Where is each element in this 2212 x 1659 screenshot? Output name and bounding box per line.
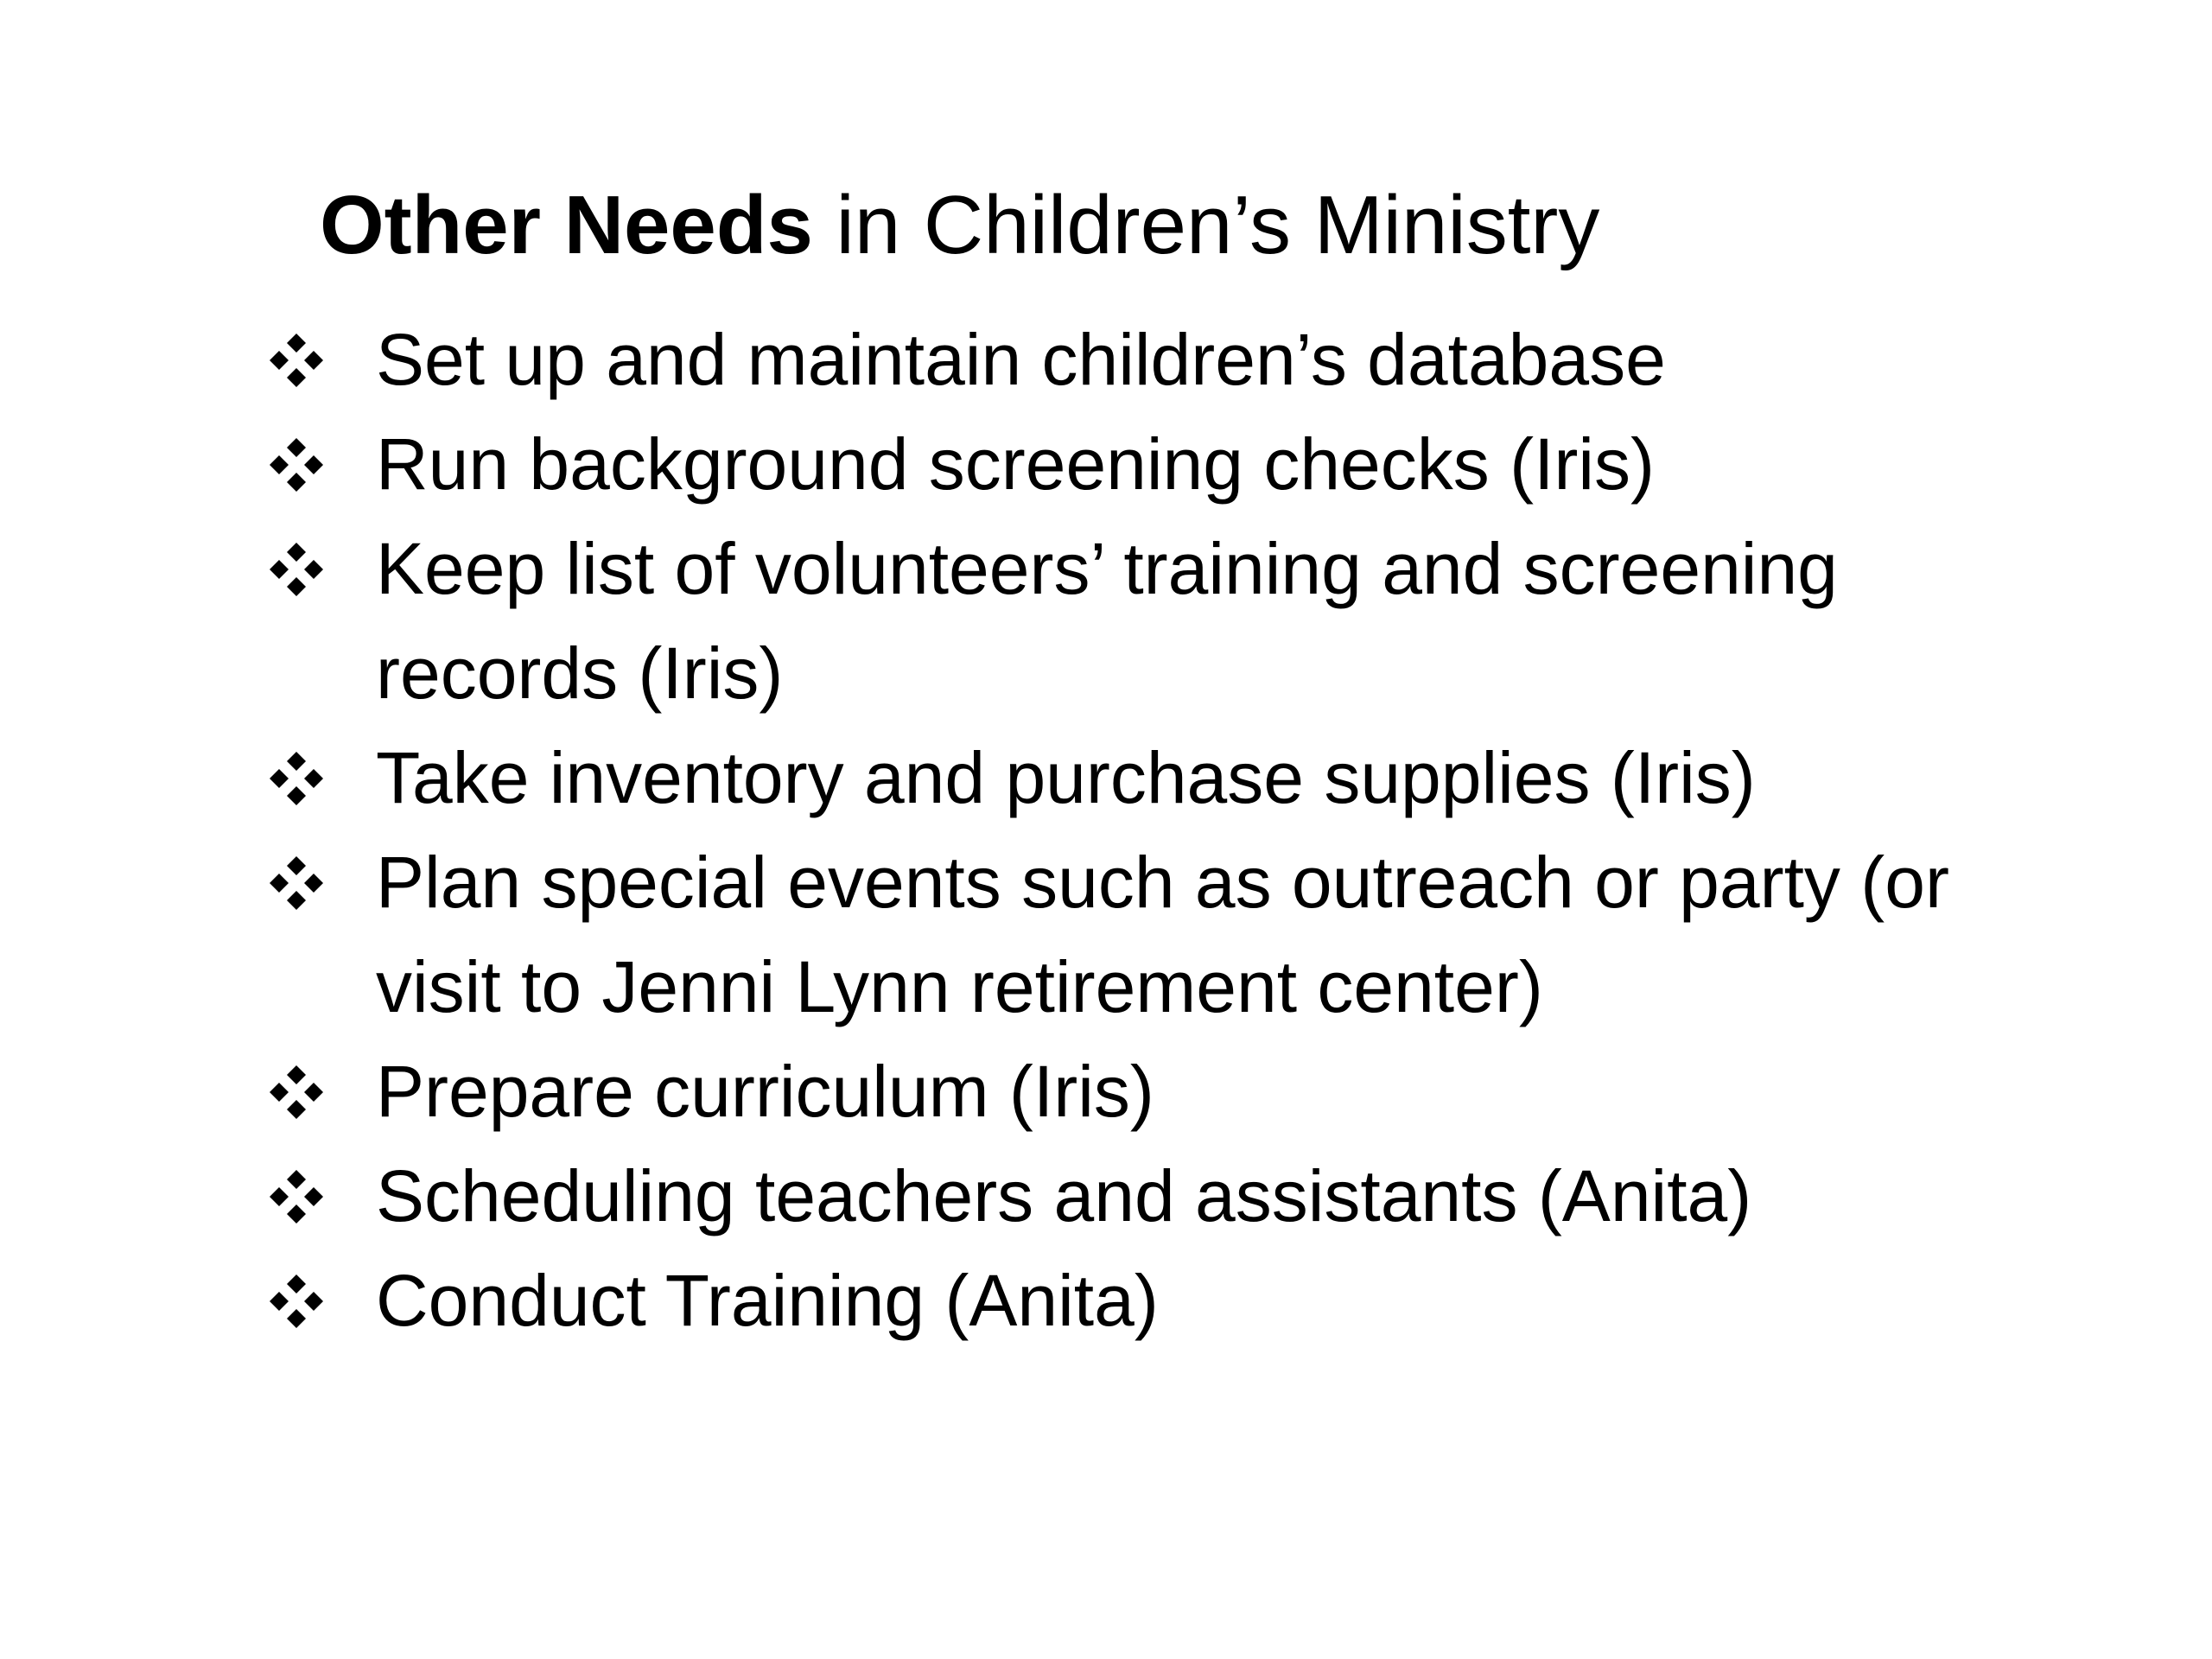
list-item-text: Plan special events such as outreach or party (or visit to Jenni Lynn retirement center) — [376, 842, 1949, 1027]
bullet-list — [268, 308, 2039, 1353]
four-diamond-bullet-icon — [268, 750, 325, 807]
list-item-text: Prepare curriculum (Iris) — [376, 1051, 1154, 1132]
list-item — [268, 830, 2039, 1039]
slide-title — [320, 169, 1599, 282]
four-diamond-bullet-icon — [268, 436, 325, 493]
list-item-text: Run background screening checks (Iris) — [376, 423, 1656, 505]
list-item-text: Set up and maintain children’s database — [376, 319, 1666, 400]
list-item-text: Scheduling teachers and assistants (Anita) — [376, 1155, 1752, 1236]
four-diamond-bullet-icon — [268, 1273, 325, 1330]
slide-title-rest: in Children’s Ministry — [812, 179, 1600, 271]
four-diamond-bullet-icon — [268, 1064, 325, 1121]
four-diamond-bullet-icon — [268, 1168, 325, 1225]
four-diamond-bullet-icon — [268, 332, 325, 389]
list-item — [268, 1144, 2039, 1249]
list-item — [268, 517, 2039, 726]
list-item — [268, 1249, 2039, 1353]
four-diamond-bullet-icon — [268, 541, 325, 598]
list-item — [268, 308, 2039, 412]
four-diamond-bullet-icon — [268, 855, 325, 912]
list-item-text: Take inventory and purchase supplies (Iris) — [376, 737, 1756, 818]
list-item-text: Conduct Training (Anita) — [376, 1260, 1159, 1341]
list-item — [268, 1039, 2039, 1144]
list-item — [268, 726, 2039, 830]
slide-title-bold: Other Needs — [320, 179, 813, 271]
list-item — [268, 412, 2039, 517]
list-item-text: Keep list of volunteers’ training and screening records (Iris) — [376, 528, 1838, 714]
